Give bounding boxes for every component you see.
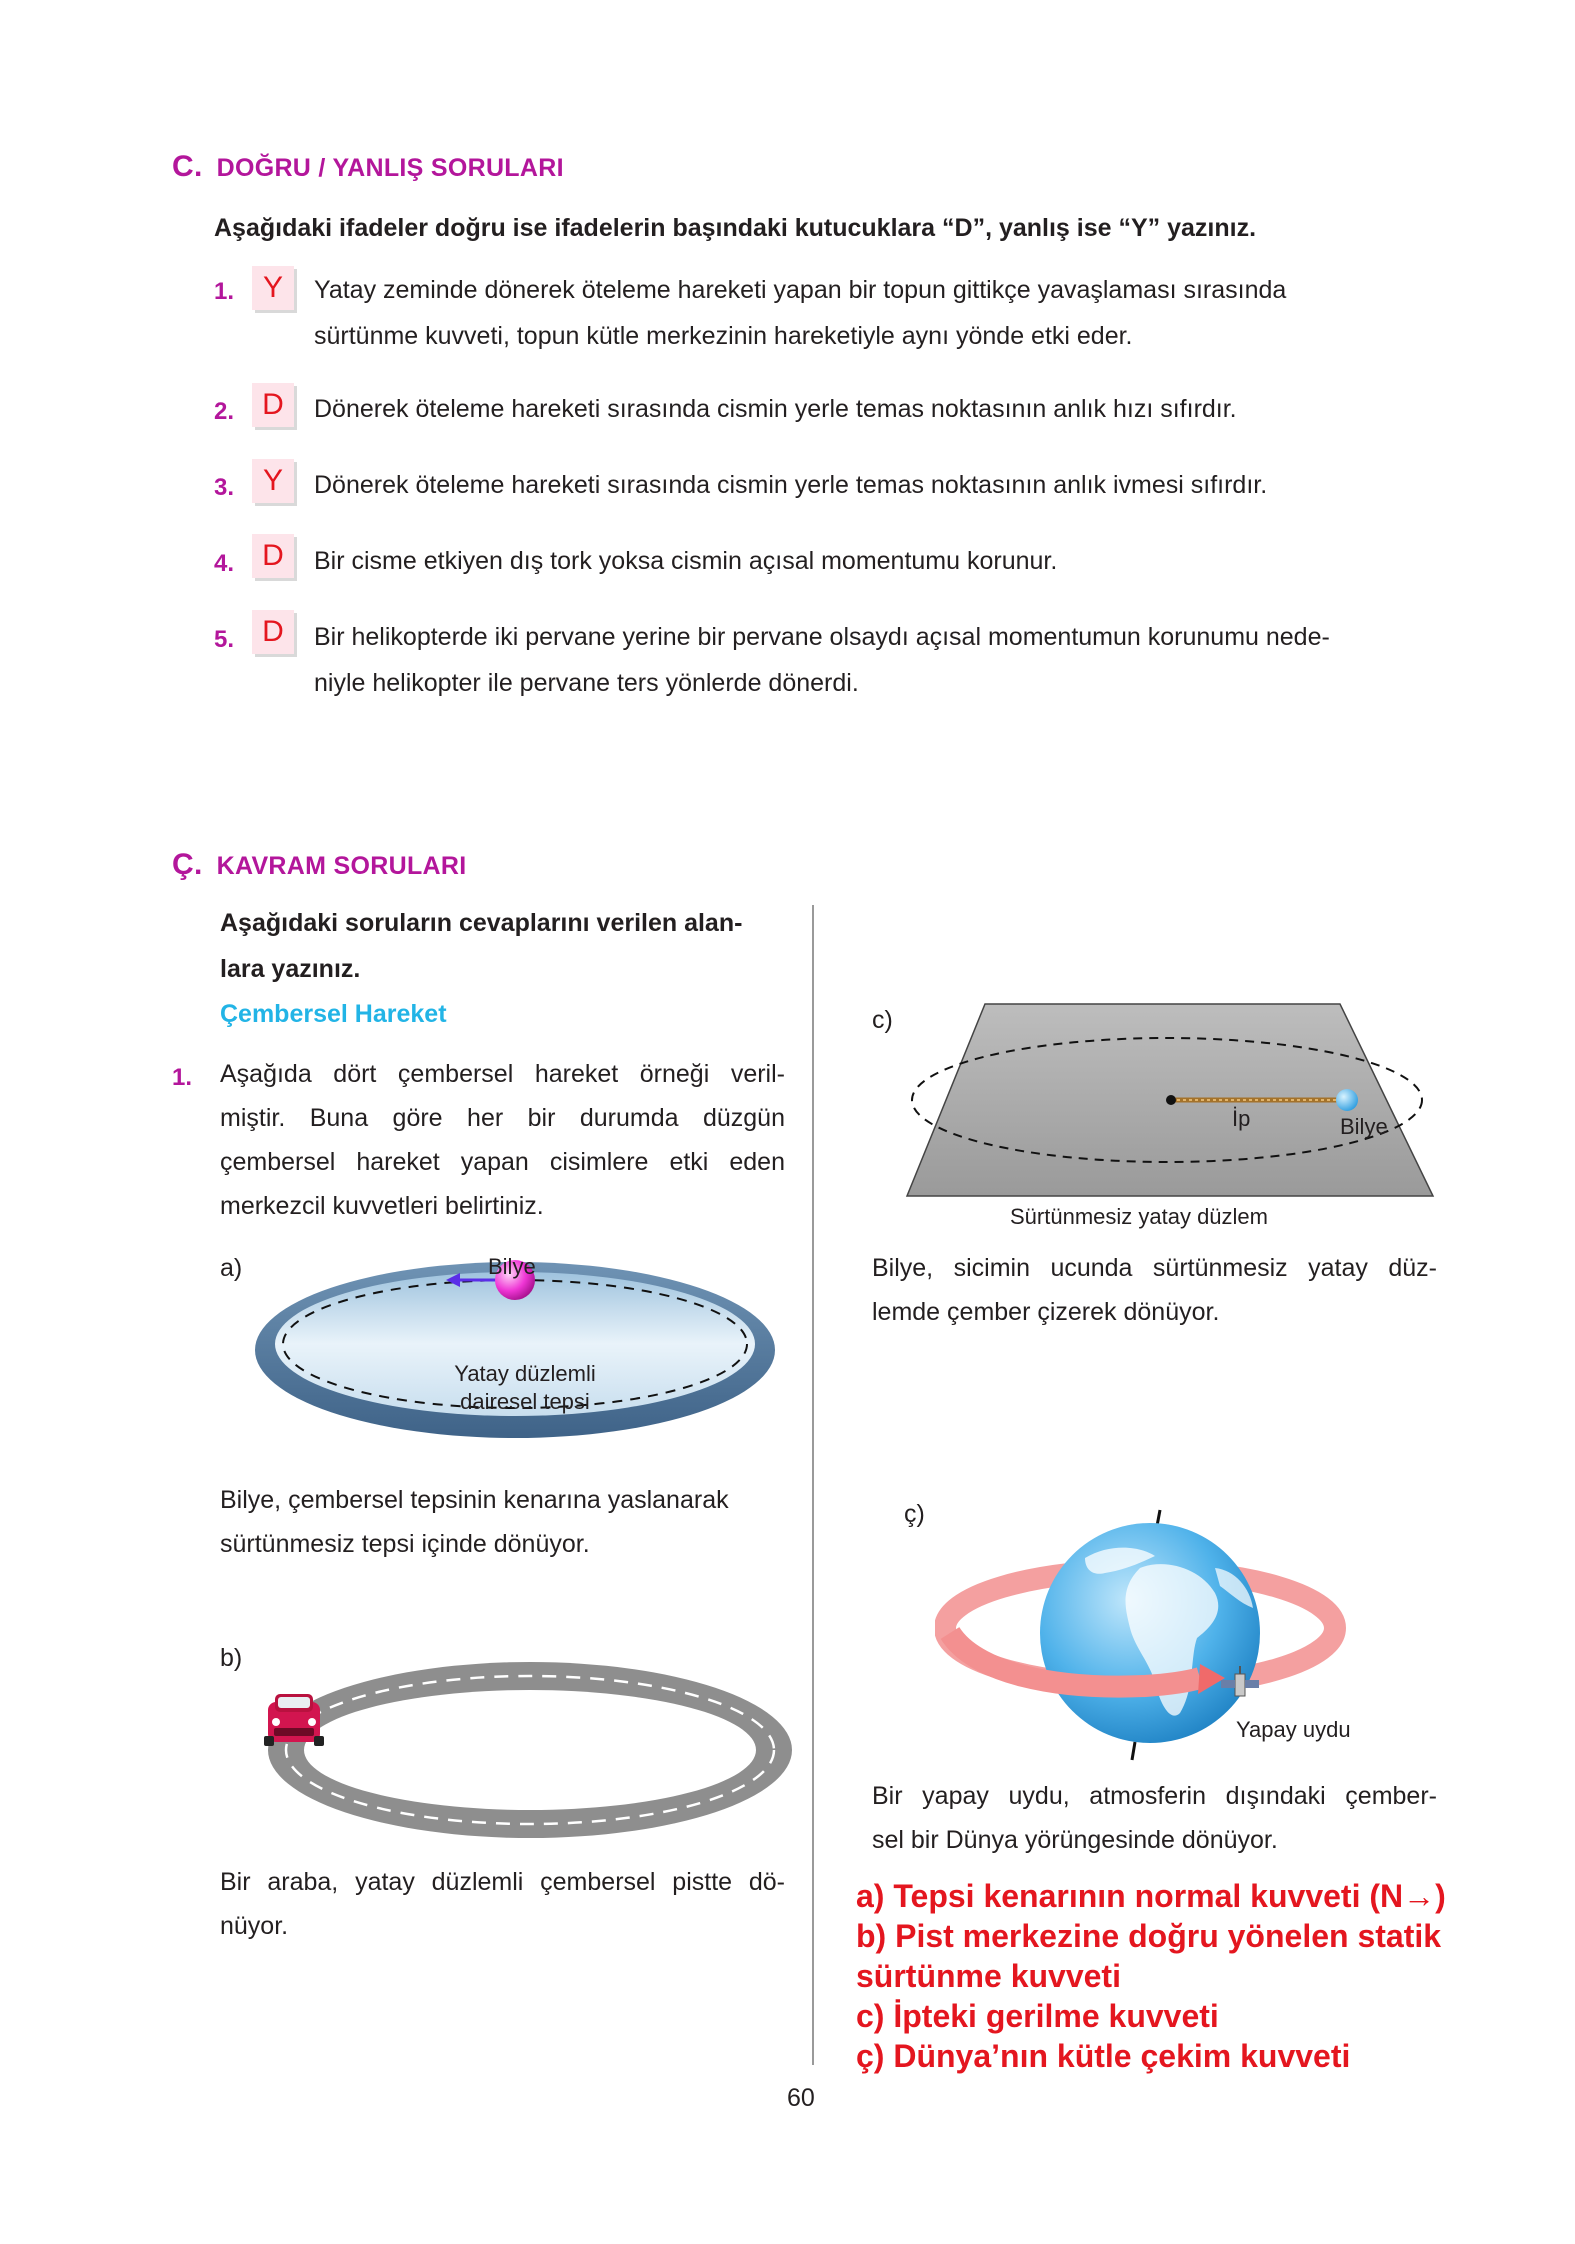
- fig-cc-satellite-label: Yapay uydu: [1236, 1717, 1351, 1742]
- fig-b-caption: [220, 1860, 785, 1948]
- item-1-number: 1.: [214, 278, 235, 305]
- fig-c-caption-line2: lemde çember çizerek dönüyor.: [872, 1298, 1220, 1326]
- section-cc-title: KAVRAM SORULARI: [216, 852, 467, 880]
- track-infield: [304, 1690, 756, 1810]
- fig-b-track-illustration: [260, 1650, 800, 1850]
- item-4-statement: Bir cisme etkiyen dış tork yoksa cismin açısal momentumu korunur.: [314, 547, 1058, 575]
- section-cc-instruction-line1: Aşağıdaki soruların cevaplarını verilen alan-: [220, 909, 743, 937]
- section-cc-instruction: [220, 900, 742, 992]
- section-cc-letter: Ç.: [172, 848, 203, 881]
- fig-a-tray-label-line2: dairesel tepsi: [460, 1389, 590, 1414]
- item-3-answer-box[interactable]: [252, 459, 294, 503]
- item-3-answer: Y: [262, 464, 283, 497]
- item-4-answer-box[interactable]: [252, 534, 294, 578]
- answer-c: c) İpteki gerilme kuvveti: [856, 1998, 1219, 2034]
- item-1-answer-box[interactable]: [252, 266, 294, 310]
- item-5-statement-line2: niyle helikopter ile pervane ters yönlerde dönerdi.: [314, 669, 859, 697]
- fig-a-label: a): [220, 1254, 243, 1282]
- item-1-statement-line1: Yatay zeminde dönerek öteleme hareketi yapan bir topun gittikçe yavaşlaması sırasında: [314, 276, 1287, 304]
- section-c-letter: C.: [172, 150, 203, 183]
- item-5-answer: D: [262, 615, 284, 648]
- section-c-title: DOĞRU / YANLIŞ SORULARI: [216, 154, 564, 182]
- fig-cc-caption-line1: Bir yapay uydu, atmosferin dışındaki çember-: [872, 1782, 1437, 1810]
- item-5-statement-line1: Bir helikopterde iki pervane yerine bir pervane olsaydı açısal momentumun korunumu nede-: [314, 623, 1330, 651]
- item-1-answer: Y: [262, 271, 283, 304]
- fig-cc-caption-line2: sel bir Dünya yörüngesinde dönüyor.: [872, 1826, 1278, 1854]
- ball: [1336, 1089, 1358, 1111]
- fig-c-caption-line1: Bilye, sicimin ucunda sürtünmesiz yatay düz-: [872, 1254, 1437, 1282]
- section-cc-instruction-line2: lara yazınız.: [220, 955, 361, 983]
- section-c-instruction: Aşağıdaki ifadeler doğru ise ifadelerin başındaki kutucuklara “D”, yanlış ise “Y” yazınız.: [214, 214, 1257, 242]
- question-1-line4: merkezcil kuvvetleri belirtiniz.: [220, 1192, 544, 1220]
- question-1-line1: Aşağıda dört çembersel hareket örneği veril-: [220, 1060, 785, 1088]
- fig-a-tray-label-line1: Yatay düzlemli: [454, 1361, 596, 1386]
- center-pivot: [1166, 1095, 1176, 1105]
- fig-c-plane-illustration: [905, 1000, 1435, 1200]
- fig-b-caption-line2: nüyor.: [220, 1912, 289, 1940]
- item-3-number: 3.: [214, 474, 235, 501]
- answer-cc: ç) Dünya’nın kütle çekim kuvveti: [856, 2038, 1351, 2074]
- section-c-heading: [172, 150, 564, 184]
- fig-a-caption-line1: Bilye, çembersel tepsinin kenarına yaslanarak: [220, 1486, 729, 1514]
- question-1-text: [220, 1052, 785, 1228]
- item-5-number: 5.: [214, 626, 235, 653]
- answer-b-line2: sürtünme kuvveti: [856, 1958, 1121, 1994]
- section-cc-heading: [172, 848, 466, 882]
- question-1-number: 1.: [172, 1064, 193, 1091]
- question-1-line3: çembersel hareket yapan cisimlere etki eden: [220, 1148, 785, 1176]
- item-2-answer-box[interactable]: [252, 383, 294, 427]
- fig-cc-caption: [872, 1774, 1437, 1862]
- question-1-line2: miştir. Buna göre her bir durumda düzgün: [220, 1104, 785, 1132]
- fig-a-caption-line2: sürtünmesiz tepsi içinde dönüyor.: [220, 1530, 590, 1558]
- item-1-statement-line2: sürtünme kuvveti, topun kütle merkezinin hareketiyle aynı yönde etki eder.: [314, 322, 1133, 350]
- item-2-number: 2.: [214, 398, 235, 425]
- fig-c-label: c): [872, 1006, 893, 1034]
- item-3-statement: Dönerek öteleme hareketi sırasında cismin yerle temas noktasının anlık ivmesi sıfırdır.: [314, 471, 1268, 499]
- axis-bottom: [1132, 1742, 1135, 1760]
- fig-c-caption: [872, 1246, 1437, 1334]
- fig-b-label: b): [220, 1644, 243, 1672]
- item-4-answer: D: [262, 539, 284, 572]
- fig-c-plane-label: Sürtünmesiz yatay düzlem: [1010, 1204, 1268, 1229]
- fig-a-ball-label: Bilye: [488, 1254, 536, 1279]
- answers-block: [856, 1876, 1496, 2076]
- answer-a: a) Tepsi kenarının normal kuvveti (N→): [856, 1878, 1446, 1914]
- fig-cc-label: ç): [904, 1500, 925, 1528]
- item-2-answer: D: [262, 388, 284, 421]
- fig-b-caption-line1: Bir araba, yatay düzlemli çembersel pistte dö-: [220, 1868, 785, 1896]
- subtopic-heading: Çembersel Hareket: [220, 1000, 447, 1028]
- page-number: 60: [787, 2084, 815, 2112]
- fig-a-caption: [220, 1478, 785, 1566]
- fig-a-tray-label: [420, 1360, 630, 1416]
- answer-b-line1: b) Pist merkezine doğru yönelen statik: [856, 1918, 1442, 1954]
- item-4-number: 4.: [214, 550, 235, 577]
- column-divider: [812, 905, 814, 2065]
- fig-c-rope-label: İp: [1232, 1106, 1251, 1131]
- item-2-statement: Dönerek öteleme hareketi sırasında cismin yerle temas noktasının anlık hızı sıfırdır.: [314, 395, 1237, 423]
- item-5-answer-box[interactable]: [252, 610, 294, 654]
- fig-c-ball-label: Bilye: [1340, 1114, 1388, 1139]
